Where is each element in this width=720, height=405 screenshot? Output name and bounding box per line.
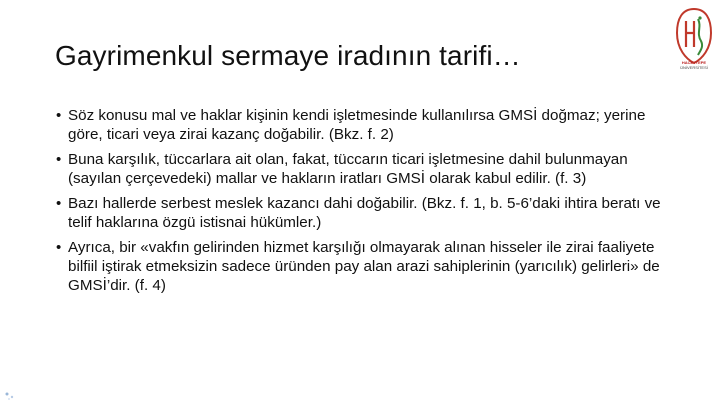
bullet-dot: •: [56, 107, 62, 124]
logo-university-subtitle: ÜNİVERSİTESİ: [680, 65, 708, 70]
bullet-dot: •: [56, 195, 62, 212]
bullet-dot: •: [56, 151, 62, 168]
bullet-text: Buna karşılık, tüccarlara ait olan, fakat, tüccarın ticari işletmesine dahil bulunmayan (sayılan çerçevedeki) mallar ve hakların iratları GMSİ olarak kabul edilir. (f. 3): [68, 151, 628, 187]
logo-caption: [668, 60, 720, 70]
bullet-item: [56, 194, 666, 232]
slide-title: Gayrimenkul sermaye iradının tarifi…: [55, 40, 521, 71]
bullet-item: [56, 238, 666, 295]
bullet-text: Bazı hallerde serbest meslek kazancı dahi doğabilir. (Bkz. f. 1, b. 5-6’daki ihtira beratı ve telif haklarına özgü istisnai hükümler.): [68, 195, 661, 231]
bullet-text: Ayrıca, bir «vakfın gelirinden hizmet karşılığı olmayarak alınan hisseler ile zirai faaliyete bilfiil iştirak etmeksizin sadece üründen pay alan arazi sahiplerinin (yarıcılık) gelirleri» de GMSİ’dir. (f. 4): [68, 239, 660, 294]
bullet-dot: •: [56, 239, 62, 256]
bullet-item: [56, 106, 666, 144]
bullet-item: [56, 150, 666, 188]
corner-decoration-icon: [3, 389, 17, 401]
bullet-text: Söz konusu mal ve haklar kişinin kendi işletmesinde kullanılırsa GMSİ doğmaz; yerine göre, ticari veya zirai kazanç doğabilir. (Bkz. f. 2): [68, 107, 646, 143]
logo-university-name: HACETTEPE: [681, 60, 707, 65]
bullet-list: [56, 106, 666, 301]
